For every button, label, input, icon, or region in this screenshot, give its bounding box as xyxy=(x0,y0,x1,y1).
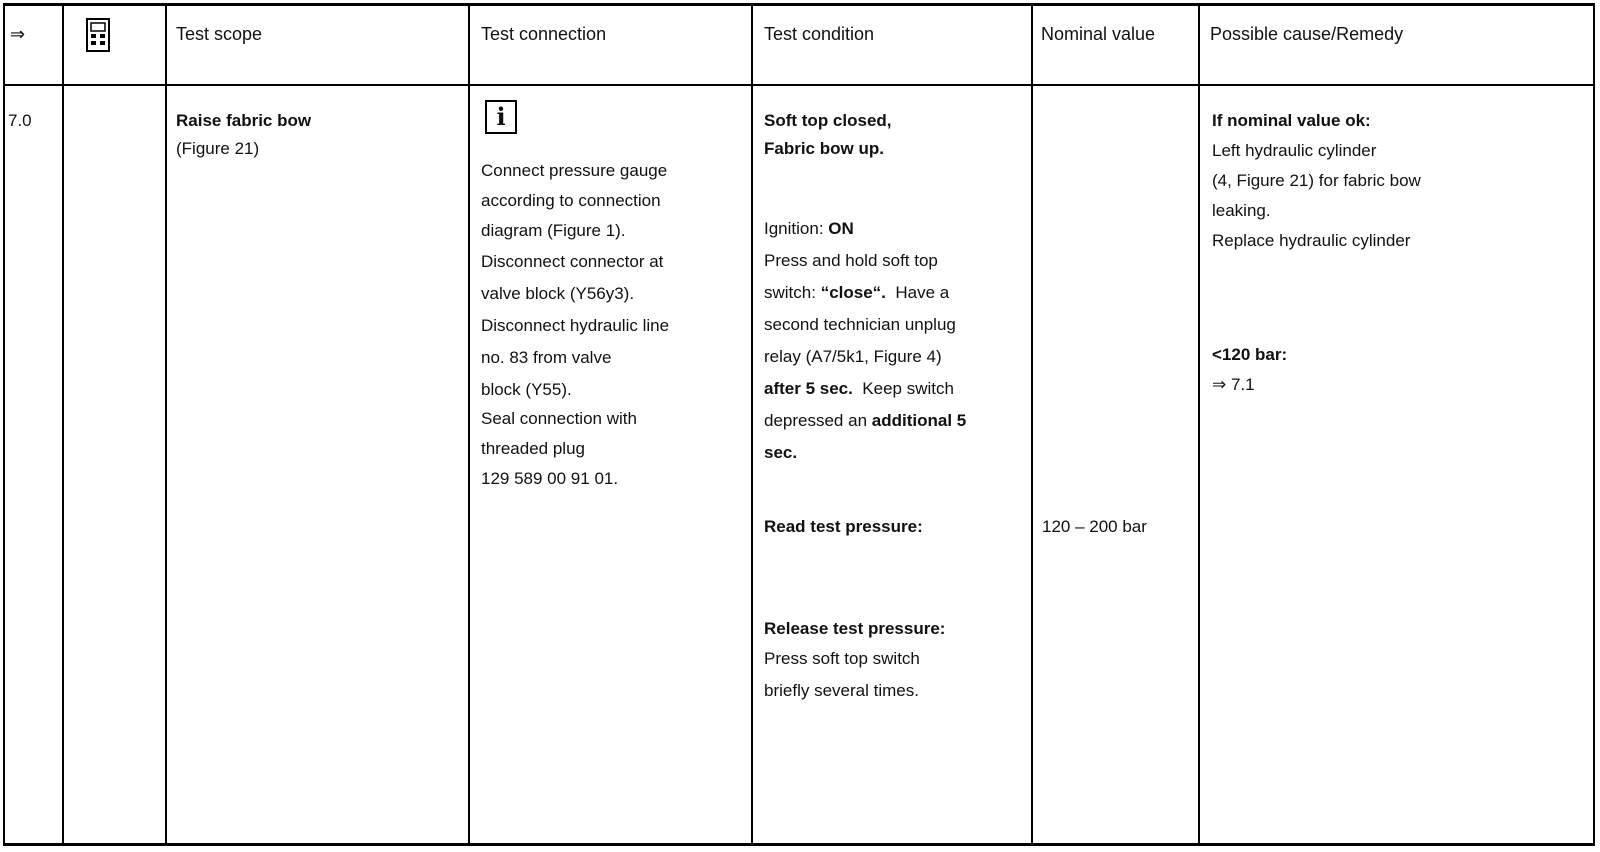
condition-line: Press soft top switch xyxy=(764,649,920,668)
condition-bold-text: after 5 sec. xyxy=(764,379,853,398)
scope-title: Raise fabric bow xyxy=(176,111,312,130)
read-test-pressure: Read test pressure: xyxy=(764,517,923,536)
column-divider xyxy=(1198,3,1200,846)
connection-line: 129 589 00 91 01. xyxy=(481,469,619,488)
nominal-value: 120 – 200 bar xyxy=(1042,517,1147,536)
connection-line: valve block (Y56y3). xyxy=(481,284,635,303)
condition-text: depressed an xyxy=(764,411,868,430)
header-test-connection: Test connection xyxy=(481,24,607,44)
connection-line: Disconnect connector at xyxy=(481,252,664,271)
header-divider xyxy=(3,84,1595,86)
condition-line: sec. xyxy=(764,443,798,462)
tester-icon xyxy=(86,18,110,52)
connection-line: Connect pressure gauge xyxy=(481,161,668,180)
remedy-ok-title: If nominal value ok: xyxy=(1212,111,1371,130)
connection-line: block (Y55). xyxy=(481,380,572,399)
condition-line: Press and hold soft top xyxy=(764,251,938,270)
column-divider xyxy=(165,3,167,846)
remedy-line: (4, Figure 21) for fabric bow xyxy=(1212,171,1421,190)
header-nominal-value: Nominal value xyxy=(1041,24,1156,44)
remedy-line: leaking. xyxy=(1212,201,1271,220)
condition-text: Keep switch xyxy=(862,379,954,398)
condition-line: Soft top closed, xyxy=(764,111,892,130)
condition-line xyxy=(764,374,954,404)
ignition-label: Ignition: xyxy=(764,219,824,238)
ignition-line xyxy=(764,214,854,244)
condition-text: switch: xyxy=(764,283,816,302)
connection-line: no. 83 from valve xyxy=(481,348,612,367)
info-icon: i xyxy=(485,100,517,134)
scope-figure: (Figure 21) xyxy=(176,139,260,158)
condition-line xyxy=(764,406,966,436)
condition-line: second technician unplug xyxy=(764,315,956,334)
remedy-low-ref: ⇒ 7.1 xyxy=(1212,375,1255,394)
connection-line: according to connection xyxy=(481,191,661,210)
remedy-line: Left hydraulic cylinder xyxy=(1212,141,1377,160)
remedy-line: Replace hydraulic cylinder xyxy=(1212,231,1411,250)
header-test-scope: Test scope xyxy=(176,24,263,44)
release-test-pressure: Release test pressure: xyxy=(764,619,946,638)
header-test-condition: Test condition xyxy=(764,24,875,44)
connection-line: Seal connection with xyxy=(481,409,637,428)
remedy-low-title: <120 bar: xyxy=(1212,345,1288,364)
header-cause-remedy: Possible cause/Remedy xyxy=(1210,24,1404,44)
step-number: 7.0 xyxy=(8,111,32,130)
close-label: “close“. xyxy=(820,283,886,302)
header-arrow: ⇒ xyxy=(10,24,26,44)
condition-line: relay (A7/5k1, Figure 4) xyxy=(764,347,942,366)
condition-text: Have a xyxy=(895,283,950,302)
column-divider xyxy=(1031,3,1033,846)
ignition-value: ON xyxy=(828,219,854,238)
column-divider xyxy=(62,3,64,846)
connection-line: Disconnect hydraulic line xyxy=(481,316,670,335)
condition-line xyxy=(764,278,949,308)
connection-line: threaded plug xyxy=(481,439,585,458)
condition-line: briefly several times. xyxy=(764,681,919,700)
column-divider xyxy=(468,3,470,846)
condition-line: Fabric bow up. xyxy=(764,139,884,158)
condition-bold-text: additional 5 xyxy=(871,411,967,430)
connection-line: diagram (Figure 1). xyxy=(481,221,626,240)
column-divider xyxy=(751,3,753,846)
